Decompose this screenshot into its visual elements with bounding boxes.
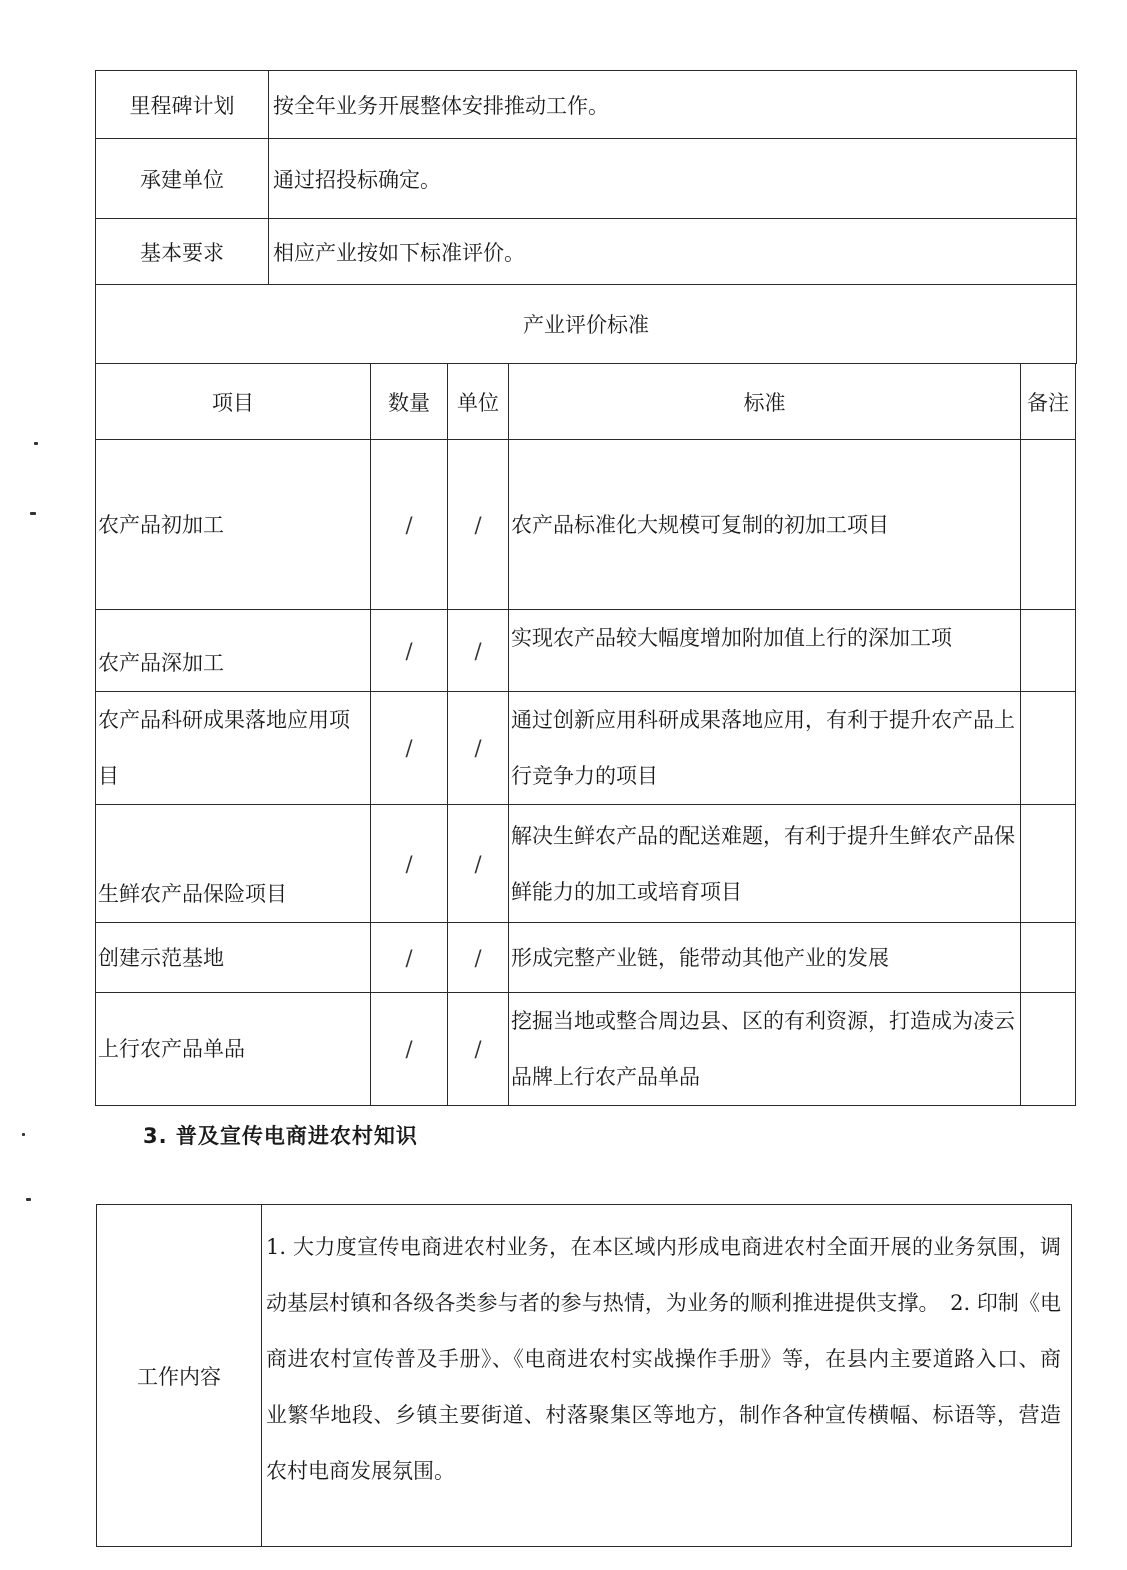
requirements-label: 基本要求 <box>96 219 269 285</box>
row-standard: 形成完整产业链，能带动其他产业的发展 <box>509 923 1021 993</box>
row-remark <box>1021 805 1076 923</box>
scan-speck <box>22 1133 25 1136</box>
scan-speck <box>34 442 38 445</box>
header-standard: 标准 <box>509 364 1021 440</box>
row-remark <box>1021 993 1076 1106</box>
work-content-text: 1. 大力度宣传电商进农村业务，在本区域内形成电商进农村全面开展的业务氛围，调动基层村镇和各级各类参与者的参与热情，为业务的顺利推进提供支撑。 2. 印制《电商进农村宣传普及手册》、《电商进农村实战操作手册》等，在县内主要道路入口、商业繁华地段、乡镇主要街道、村落聚集区等地方，制作各种宣传横幅、标语等，营造农村电商发展氛围。 <box>262 1205 1072 1547</box>
row-item: 创建示范基地 <box>96 923 371 993</box>
row-item: 农产品深加工 <box>96 610 371 692</box>
row-unit: / <box>448 440 509 610</box>
row-standard: 挖掘当地或整合周边县、区的有利资源，打造成为凌云品牌上行农产品单品 <box>509 993 1021 1106</box>
header-quantity: 数量 <box>371 364 448 440</box>
row-standard: 实现农产品较大幅度增加附加值上行的深加工项 <box>509 610 1021 692</box>
row-quantity: / <box>371 923 448 993</box>
table-row <box>96 440 1076 610</box>
row-standard: 解决生鲜农产品的配送难题，有利于提升生鲜农产品保鲜能力的加工或培育项目 <box>509 805 1021 923</box>
table-row <box>96 610 1076 692</box>
row-unit: / <box>448 692 509 805</box>
row-remark <box>1021 440 1076 610</box>
row-item: 生鲜农产品保险项目 <box>96 805 371 923</box>
contractor-value: 通过招投标确定。 <box>269 139 1077 219</box>
row-item: 农产品科研成果落地应用项目 <box>96 692 371 805</box>
table-row <box>96 139 1077 219</box>
row-quantity: / <box>371 692 448 805</box>
work-content-label: 工作内容 <box>97 1205 262 1547</box>
table-row <box>96 993 1076 1106</box>
header-item: 项目 <box>96 364 371 440</box>
table-row <box>96 71 1077 139</box>
table-row <box>96 285 1077 364</box>
requirements-value: 相应产业按如下标准评价。 <box>269 219 1077 285</box>
table-header-row <box>96 364 1076 440</box>
row-remark <box>1021 923 1076 993</box>
table-row <box>96 219 1077 285</box>
row-unit: / <box>448 923 509 993</box>
row-unit: / <box>448 610 509 692</box>
contractor-label: 承建单位 <box>96 139 269 219</box>
industry-standards-table <box>95 363 1076 1106</box>
work-content-table <box>96 1204 1072 1547</box>
standards-section-title: 产业评价标准 <box>96 285 1077 364</box>
row-quantity: / <box>371 993 448 1106</box>
scan-speck <box>30 512 36 515</box>
scan-speck <box>26 1198 31 1201</box>
header-unit: 单位 <box>448 364 509 440</box>
table-row <box>96 692 1076 805</box>
table-row <box>97 1205 1072 1547</box>
row-item: 农产品初加工 <box>96 440 371 610</box>
row-item: 上行农产品单品 <box>96 993 371 1106</box>
section-3-heading: 3. 普及宣传电商进农村知识 <box>143 1124 418 1148</box>
project-info-table <box>95 70 1077 364</box>
row-quantity: / <box>371 805 448 923</box>
milestone-label: 里程碑计划 <box>96 71 269 139</box>
row-remark <box>1021 610 1076 692</box>
header-remark: 备注 <box>1021 364 1076 440</box>
table-row <box>96 923 1076 993</box>
table-row <box>96 805 1076 923</box>
row-standard: 农产品标准化大规模可复制的初加工项目 <box>509 440 1021 610</box>
row-quantity: / <box>371 440 448 610</box>
row-remark <box>1021 692 1076 805</box>
row-quantity: / <box>371 610 448 692</box>
row-unit: / <box>448 993 509 1106</box>
row-unit: / <box>448 805 509 923</box>
row-standard: 通过创新应用科研成果落地应用，有利于提升农产品上行竞争力的项目 <box>509 692 1021 805</box>
milestone-value: 按全年业务开展整体安排推动工作。 <box>269 71 1077 139</box>
